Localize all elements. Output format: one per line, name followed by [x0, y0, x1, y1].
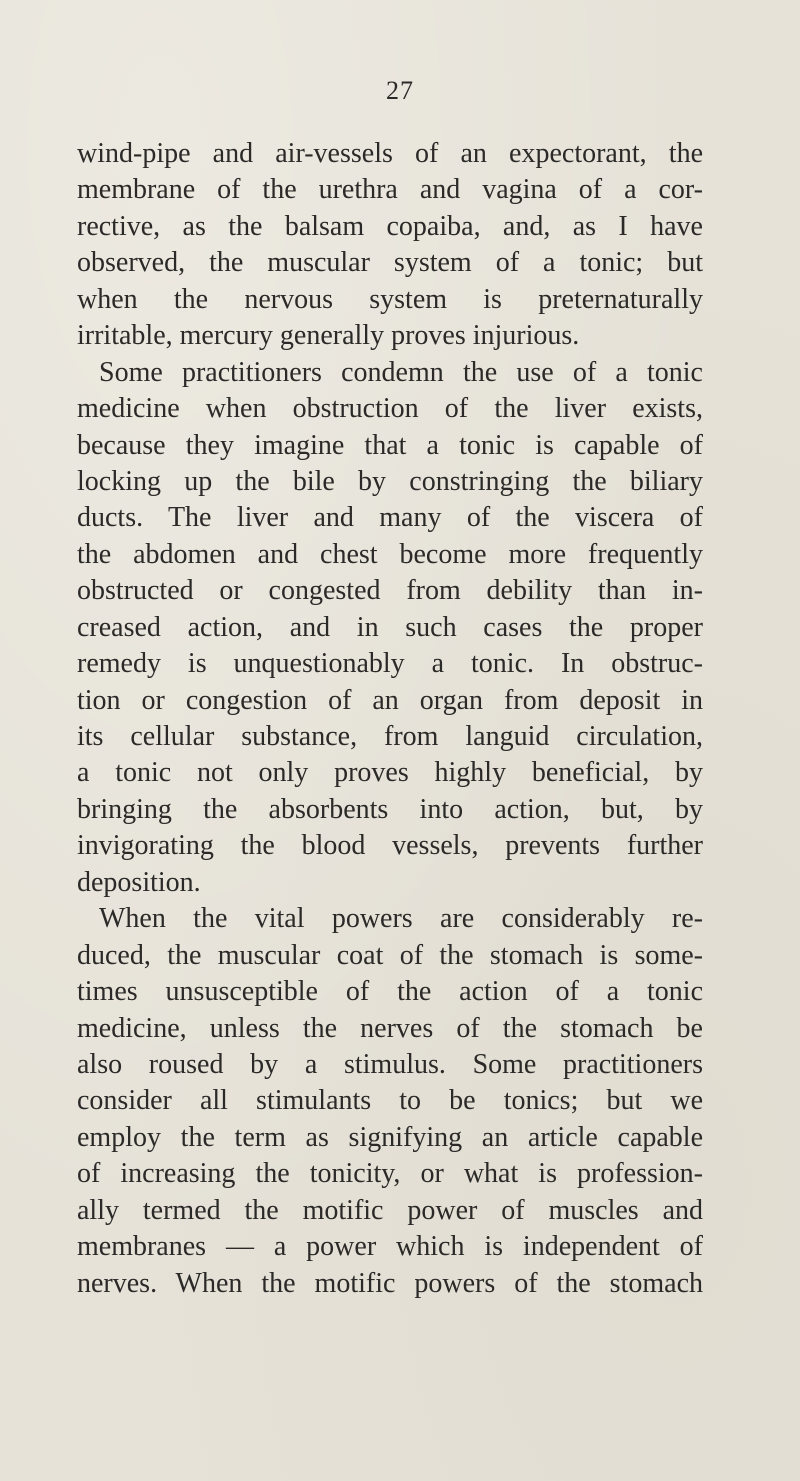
text-line: employ the term as signifying an article capable: [77, 1121, 703, 1153]
text-line: obstructed or congested from debility than in-: [77, 575, 703, 607]
paragraph-start-line: When the vital powers are considerably re-: [99, 903, 703, 935]
text-line: the abdomen and chest become more frequently: [77, 538, 703, 570]
text-line: tion or congestion of an organ from deposit in: [77, 684, 703, 716]
text-line: a tonic not only proves highly beneficial, by: [77, 757, 703, 789]
text-line: its cellular substance, from languid circulation,: [77, 721, 703, 752]
text-line: times unsusceptible of the action of a tonic: [77, 976, 703, 1008]
text-line: creased action, and in such cases the proper: [77, 611, 703, 643]
paragraph-start-line: Some practitioners condemn the use of a tonic: [99, 356, 703, 388]
text-line: duced, the muscular coat of the stomach is some-: [77, 939, 703, 971]
text-line: medicine when obstruction of the liver exists,: [77, 393, 703, 425]
text-line: bringing the absorbents into action, but, by: [77, 793, 703, 825]
body-text: [77, 136, 703, 1302]
text-line: remedy is unquestionably a tonic. In obstruc-: [77, 648, 703, 680]
text-line: wind-pipe and air-vessels of an expectorant, the: [77, 138, 703, 169]
text-line: membranes — a power which is independent of: [77, 1231, 703, 1263]
text-line: of increasing the tonicity, or what is profession-: [77, 1158, 703, 1190]
text-line: ally termed the motific power of muscles and: [77, 1194, 703, 1226]
text-line: irritable, mercury generally proves injurious.: [77, 320, 580, 352]
text-line: invigorating the blood vessels, prevents further: [77, 830, 703, 862]
text-line: ducts. The liver and many of the viscera of: [77, 502, 703, 534]
text-line: consider all stimulants to be tonics; but we: [77, 1085, 703, 1117]
text-line: because they imagine that a tonic is capable of: [77, 429, 703, 461]
text-line: deposition.: [77, 866, 201, 898]
text-line: locking up the bile by constringing the biliary: [77, 465, 703, 497]
text-line: rective, as the balsam copaiba, and, as I have: [77, 210, 703, 242]
page-number: 27: [386, 76, 414, 105]
text-line: when the nervous system is preternaturally: [77, 283, 703, 315]
text-line: nerves. When the motific powers of the stomach: [77, 1267, 703, 1299]
text-line: also roused by a stimulus. Some practitioners: [77, 1048, 703, 1080]
text-line: observed, the muscular system of a tonic; but: [77, 247, 703, 279]
text-line: medicine, unless the nerves of the stomach be: [77, 1012, 703, 1044]
text-line: membrane of the urethra and vagina of a cor-: [77, 174, 703, 206]
